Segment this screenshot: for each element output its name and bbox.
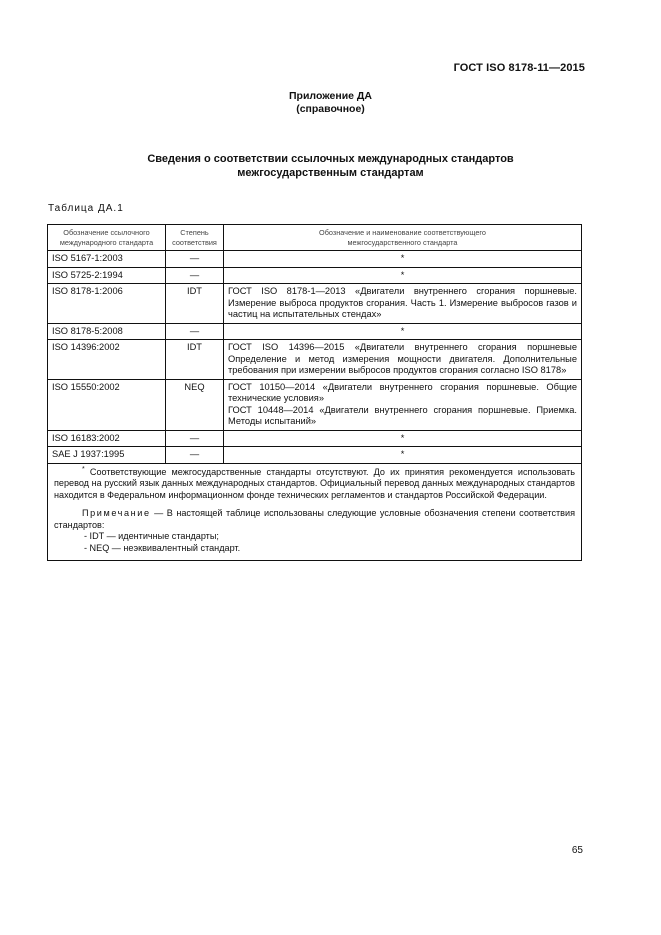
cell-standard: ISO 5725-2:1994 bbox=[48, 267, 166, 284]
appendix-subtitle: (справочное) bbox=[296, 103, 365, 115]
cell-name: * bbox=[224, 323, 582, 340]
correspondence-table-wrapper bbox=[47, 224, 582, 561]
cell-name: * bbox=[224, 251, 582, 268]
page-number: 65 bbox=[571, 845, 583, 856]
cell-degree: IDT bbox=[166, 284, 224, 324]
note-item-neq: - NEQ — неэквивалентный стандарт. bbox=[84, 543, 241, 554]
table-note-row bbox=[48, 463, 582, 560]
cell-name-line-2: ГОСТ 10448—2014 «Двигатели внутреннего сгорания поршневые. Приемка. Методы испытаний» bbox=[228, 404, 577, 426]
note-label: Примечание bbox=[82, 508, 151, 519]
cell-degree: — bbox=[166, 323, 224, 340]
table-row bbox=[48, 379, 582, 430]
table-row bbox=[48, 340, 582, 380]
cell-standard: SAE J 1937:1995 bbox=[48, 447, 166, 464]
table-header-row bbox=[48, 225, 582, 251]
cell-degree: — bbox=[166, 251, 224, 268]
cell-standard: ISO 8178-5:2008 bbox=[48, 323, 166, 340]
table-row bbox=[48, 267, 582, 284]
page-title-line-1: Сведения о соответствии ссылочных международных стандартов bbox=[147, 153, 514, 165]
cell-standard: ISO 15550:2002 bbox=[48, 379, 166, 430]
header-standard-line-1: Обозначение ссылочного bbox=[63, 228, 150, 237]
cell-name: * bbox=[224, 447, 582, 464]
header-standard bbox=[48, 225, 166, 251]
footnote-mark: * bbox=[82, 465, 85, 473]
note-item-idt: - IDT — идентичные стандарты; bbox=[84, 531, 219, 542]
cell-name: * bbox=[224, 430, 582, 447]
cell-degree: IDT bbox=[166, 340, 224, 380]
cell-standard: ISO 16183:2002 bbox=[48, 430, 166, 447]
cell-standard: ISO 5167-1:2003 bbox=[48, 251, 166, 268]
document-code: ГОСТ ISO 8178-11—2015 bbox=[453, 62, 585, 74]
appendix-title: Приложение ДА bbox=[289, 90, 372, 102]
cell-name: ГОСТ ISO 14396—2015 «Двигатели внутреннего сгорания поршневые Определение и метод измерения мощности двигателя. Дополнительные требования при измерении выбросов продуктов сгорания согласно ISO 8178» bbox=[224, 340, 582, 380]
page-title bbox=[0, 152, 661, 180]
correspondence-table bbox=[47, 224, 582, 561]
table-caption: Таблица ДА.1 bbox=[48, 203, 124, 214]
footnote bbox=[54, 467, 575, 502]
footnote-text: Соответствующие межгосударственные стандарты отсутствуют. До их принятия рекомендуется использовать перевод на русский язык данных международных стандартов. Официальный перевод данных международных стандартов находится в Федеральном информационном фонде технических регламентов и стандартов Российской Федерации. bbox=[54, 466, 575, 500]
header-degree bbox=[166, 225, 224, 251]
table-note-cell bbox=[48, 463, 582, 560]
header-standard-line-2: международного стандарта bbox=[59, 237, 154, 247]
table-row bbox=[48, 284, 582, 324]
table-row bbox=[48, 430, 582, 447]
header-name-line-1: Обозначение и наименование соответствующего bbox=[319, 228, 486, 237]
header-name-line-2: межгосударственного стандарта bbox=[347, 237, 458, 247]
cell-name bbox=[224, 379, 582, 430]
header-name bbox=[224, 225, 582, 251]
header-degree-line-2: соответствия bbox=[172, 237, 217, 247]
table-row bbox=[48, 251, 582, 268]
note-text: — В настоящей таблице использованы следующие условные обозначения степени соответствия стандартов: bbox=[54, 508, 575, 530]
cell-degree: — bbox=[166, 267, 224, 284]
table-row bbox=[48, 323, 582, 340]
cell-standard: ISO 14396:2002 bbox=[48, 340, 166, 380]
table-row bbox=[48, 447, 582, 464]
table-note bbox=[54, 508, 575, 531]
cell-name: ГОСТ ISO 8178-1—2013 «Двигатели внутреннего сгорания поршневые. Измерение выброса продуктов сгорания. Часть 1. Измерение выбросов газов и частиц на испытательных стендах» bbox=[224, 284, 582, 324]
cell-name: * bbox=[224, 267, 582, 284]
cell-degree: NEQ bbox=[166, 379, 224, 430]
cell-degree: — bbox=[166, 447, 224, 464]
header-degree-line-1: Степень bbox=[180, 228, 209, 237]
appendix-heading bbox=[0, 90, 661, 116]
cell-standard: ISO 8178-1:2006 bbox=[48, 284, 166, 324]
page-title-line-2: межгосударственным стандартам bbox=[237, 167, 424, 179]
cell-degree: — bbox=[166, 430, 224, 447]
cell-name-line-1: ГОСТ 10150—2014 «Двигатели внутреннего сгорания поршневые. Общие технические условия» bbox=[228, 381, 577, 403]
